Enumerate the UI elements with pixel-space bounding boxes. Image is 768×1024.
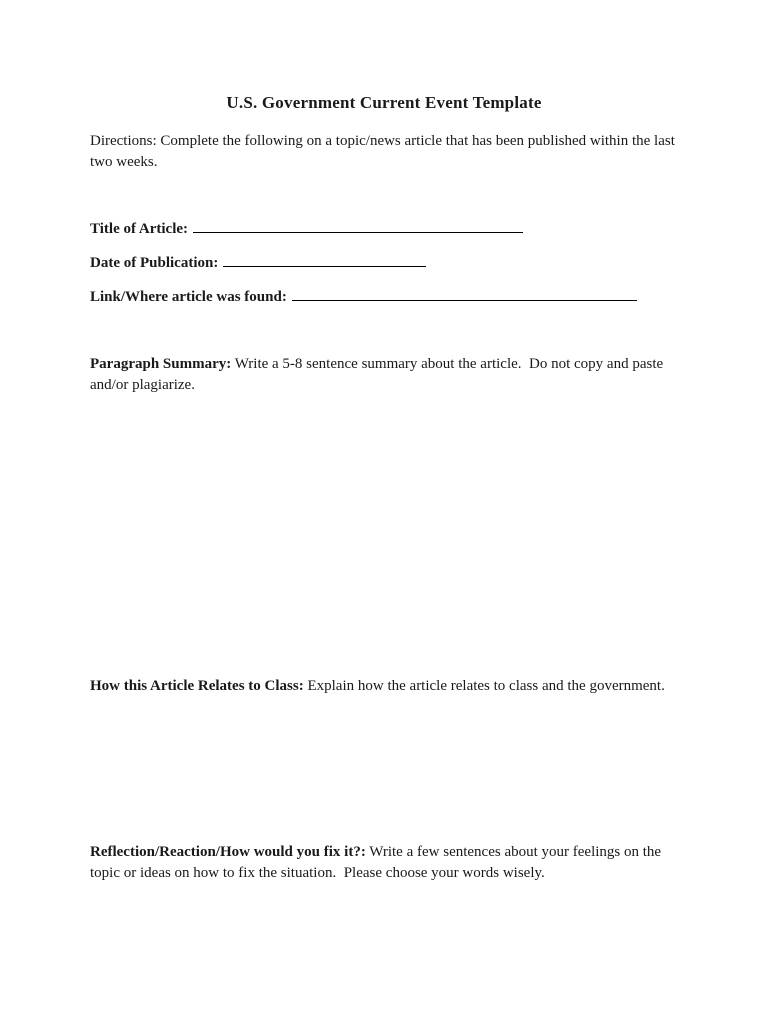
paragraph-summary-instructions: Write a 5-8 sentence summary about the article. Do not copy and paste and/or plagiarize. [90, 356, 667, 393]
title-of-article-label: Title of Article: [90, 221, 189, 237]
document-title: U.S. Government Current Event Template [226, 93, 542, 112]
reflection-reaction-heading: Reflection/Reaction/How would you fix it?: [90, 844, 366, 860]
field-date-of-publication [90, 252, 678, 274]
paragraph-summary-heading: Paragraph Summary: [90, 356, 232, 372]
link-where-found-label: Link/Where article was found: [90, 289, 287, 305]
section-paragraph-summary [90, 354, 678, 396]
relates-to-class-heading: How this Article Relates to Class: [90, 678, 304, 694]
section-reflection-reaction [90, 842, 678, 884]
field-link-where-found [90, 286, 678, 308]
field-title-of-article [90, 218, 678, 240]
link-where-found-blank-line [292, 286, 637, 301]
relates-to-class-instructions: Explain how the article relates to class and the government. [307, 678, 665, 694]
directions-text: Directions: Complete the following on a topic/news article that has been published within the last two weeks. [90, 133, 679, 170]
reflection-reaction-instructions: Write a few sentences about your feelings on the topic or ideas on how to fix the situation. Please choose your words wisely. [90, 844, 665, 881]
title-of-article-blank-line [193, 218, 523, 233]
date-of-publication-label: Date of Publication: [90, 255, 219, 271]
date-of-publication-blank-line [223, 252, 426, 267]
section-relates-to-class [90, 676, 678, 697]
fields-group [90, 218, 678, 308]
